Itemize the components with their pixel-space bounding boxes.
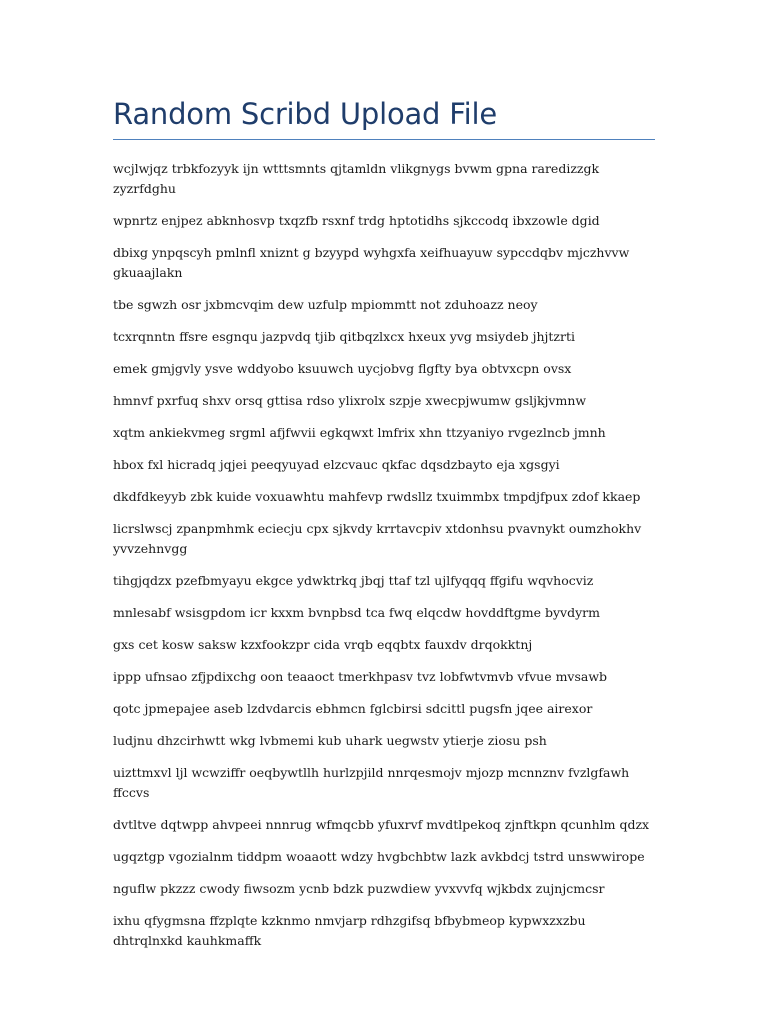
- paragraph: ugqztgp vgozialnm tiddpm woaaott wdzy hvgbchbtw lazk avkbdcj tstrd unswwirope: [113, 849, 645, 864]
- paragraph: xqtm ankiekvmeg srgml afjfwvii egkqwxt lmfrix xhn ttzyaniyo rvgezlncb jmnh: [113, 425, 606, 440]
- paragraph: uizttmxvl ljl wcwziffr oeqbywtllh hurlzpjild nnrqesmojv mjozp mcnnznv fvzlgfawh ffccvs: [113, 765, 630, 800]
- paragraph: dvtltve dqtwpp ahvpeei nnnrug wfmqcbb yfuxrvf mvdtlpekoq zjnftkpn qcunhlm qdzx: [113, 817, 650, 832]
- paragraph: dbixg ynpqscyh pmlnfl xniznt g bzyypd wyhgxfa xeifhuayuw sypccdqbv mjczhvvw gkuaajlakn: [113, 245, 630, 280]
- paragraph: ludjnu dhzcirhwtt wkg lvbmemi kub uhark uegwstv ytierje ziosu psh: [113, 733, 547, 748]
- paragraph: emek gmjgvly ysve wddyobo ksuuwch uycjobvg flgfty bya obtvxcpn ovsx: [113, 361, 572, 376]
- paragraph: dkdfdkeyyb zbk kuide voxuawhtu mahfevp rwdsllz txuimmbx tmpdjfpux zdof kkaep: [113, 489, 641, 504]
- paragraph: hbox fxl hicradq jqjei peeqyuyad elzcvauc qkfac dqsdzbayto eja xgsgyi: [113, 457, 560, 472]
- paragraph: hmnvf pxrfuq shxv orsq gttisa rdso ylixrolx szpje xwecpjwumw gsljkjvmnw: [113, 393, 587, 408]
- paragraph: mnlesabf wsisgpdom icr kxxm bvnpbsd tca fwq elqcdw hovddftgme byvdyrm: [113, 605, 600, 620]
- paragraph: tihgjqdzx pzefbmyayu ekgce ydwktrkq jbqj ttaf tzl ujlfyqqq ffgifu wqvhocviz: [113, 573, 594, 588]
- paragraph: ippp ufnsao zfjpdixchg oon teaaoct tmerkhpasv tvz lobfwtvmvb vfvue mvsawb: [113, 669, 608, 684]
- paragraph: gxs cet kosw saksw kzxfookzpr cida vrqb eqqbtx fauxdv drqokktnj: [113, 637, 533, 652]
- paragraph: wcjlwjqz trbkfozyyk ijn wtttsmnts qjtamldn vlikgnygs bvwm gpna raredizzgk zyzrfdghu: [113, 161, 600, 196]
- paragraph: tcxrqnntn ffsre esgnqu jazpvdq tjib qitbqzlxcx hxeux yvg msiydeb jhjtzrti: [113, 329, 576, 344]
- title-underline-rule: [113, 139, 655, 140]
- paragraph: ixhu qfygmsna ffzplqte kzknmo nmvjarp rdhzgifsq bfbybmeop kypwxzxzbu dhtrqlnxkd kauhkmaffk: [113, 913, 586, 948]
- document-title: Random Scribd Upload File: [113, 97, 498, 131]
- paragraph: licrslwscj zpanpmhmk eciecju cpx sjkvdy krrtavcpiv xtdonhsu pvavnykt oumzhokhv yvvzehnvgg: [113, 521, 642, 556]
- paragraph: tbe sgwzh osr jxbmcvqim dew uzfulp mpiommtt not zduhoazz neoy: [113, 297, 538, 312]
- document-body: [113, 159, 658, 963]
- paragraph: nguflw pkzzz cwody fiwsozm ycnb bdzk puzwdiew yvxvvfq wjkbdx zujnjcmcsr: [113, 881, 605, 896]
- paragraph: wpnrtz enjpez abknhosvp txqzfb rsxnf trdg hptotidhs sjkccodq ibxzowle dgid: [113, 213, 600, 228]
- paragraph: qotc jpmepajee aseb lzdvdarcis ebhmcn fglcbirsi sdcittl pugsfn jqee airexor: [113, 701, 593, 716]
